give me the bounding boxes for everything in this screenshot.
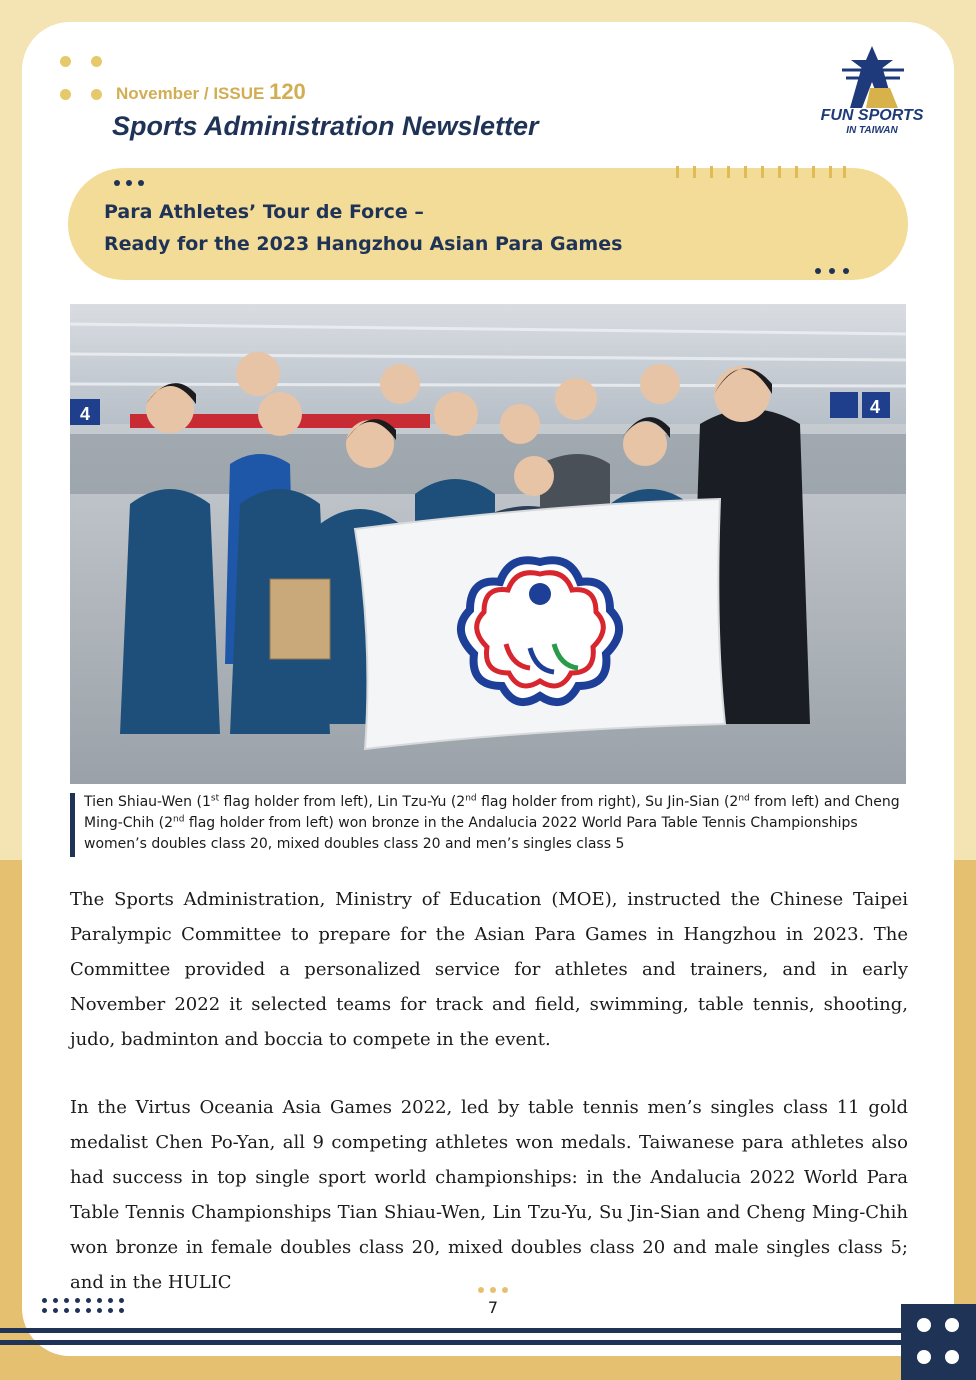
caption-superscript-2: nd: [465, 793, 477, 804]
footer-line-bottom: [0, 1340, 901, 1345]
issue-word: / ISSUE: [203, 84, 265, 103]
team-photo: [70, 304, 906, 784]
page-number: 7: [487, 1298, 499, 1317]
caption-text-5: flag holder from left) won bronze in the Andalucia 2022 World Para Table Tennis Championships women’s doubles class 20, mixed doubles class 20 and men’s singles class 5: [84, 815, 858, 852]
article-title-line2: Ready for the 2023 Hangzhou Asian Para Games: [104, 233, 623, 255]
newsletter-title: Sports Administration Newsletter: [112, 111, 539, 141]
body-paragraph-1: The Sports Administration, Ministry of Education (MOE), instructed the Chinese Taipei Paralympic Committee to prepare for the Asian Para Games in Hangzhou in 2023. The Committee provided a personalized service for athletes and trainers, and in early November 2022 it selected teams for track and field, swimming, table tennis, shooting, judo, badminton and boccia to compete in the event.: [70, 889, 908, 1050]
footer-line-top: [0, 1328, 901, 1333]
caption-superscript-4: nd: [173, 814, 185, 825]
decorative-ticks: [676, 166, 846, 178]
caption-text-3: flag holder from right), Su Jin-Sian (2: [476, 794, 739, 810]
gate-sign-left: 4: [80, 404, 91, 424]
issue-month: November: [116, 84, 200, 103]
caption-text-2: flag holder from left), Lin Tzu-Yu (2: [219, 794, 466, 810]
article-title: [104, 196, 622, 260]
logo-wordmark: [812, 108, 932, 138]
caption-superscript-1: st: [210, 793, 220, 804]
issue-number: 120: [269, 79, 306, 104]
caption-text-1: Tien Shiau-Wen (1: [84, 794, 211, 810]
logo-text: FUN SPORTS: [820, 107, 924, 124]
caption-text-4: from left) and Cheng Ming-Chih (2: [84, 794, 900, 831]
caption-superscript-3: nd: [738, 793, 750, 804]
body-paragraph-2: In the Virtus Oceania Asia Games 2022, led by table tennis men’s singles class 11 gold medalist Chen Po-Yan, all 9 competing athletes won medals. Taiwanese para athletes also had success in top single sport world championships: in the Andalucia 2022 World Para Table Tennis Championships Tian Shiau-Wen, Lin Tzu-Yu, Su Jin-Sian and Cheng Ming-Chih won bronze in female doubles class 20, mixed doubles class 20 and male singles class 5; and in the HULIC: [70, 1097, 908, 1293]
photo-caption: [84, 792, 914, 855]
caption-accent-bar: [70, 793, 75, 857]
issue-label: [116, 79, 306, 105]
corner-block: [901, 1304, 976, 1380]
logo-subtext: IN TAIWAN: [846, 125, 898, 136]
gate-sign-right: 4: [870, 397, 881, 417]
article-title-line1: Para Athletes’ Tour de Force –: [104, 201, 424, 223]
